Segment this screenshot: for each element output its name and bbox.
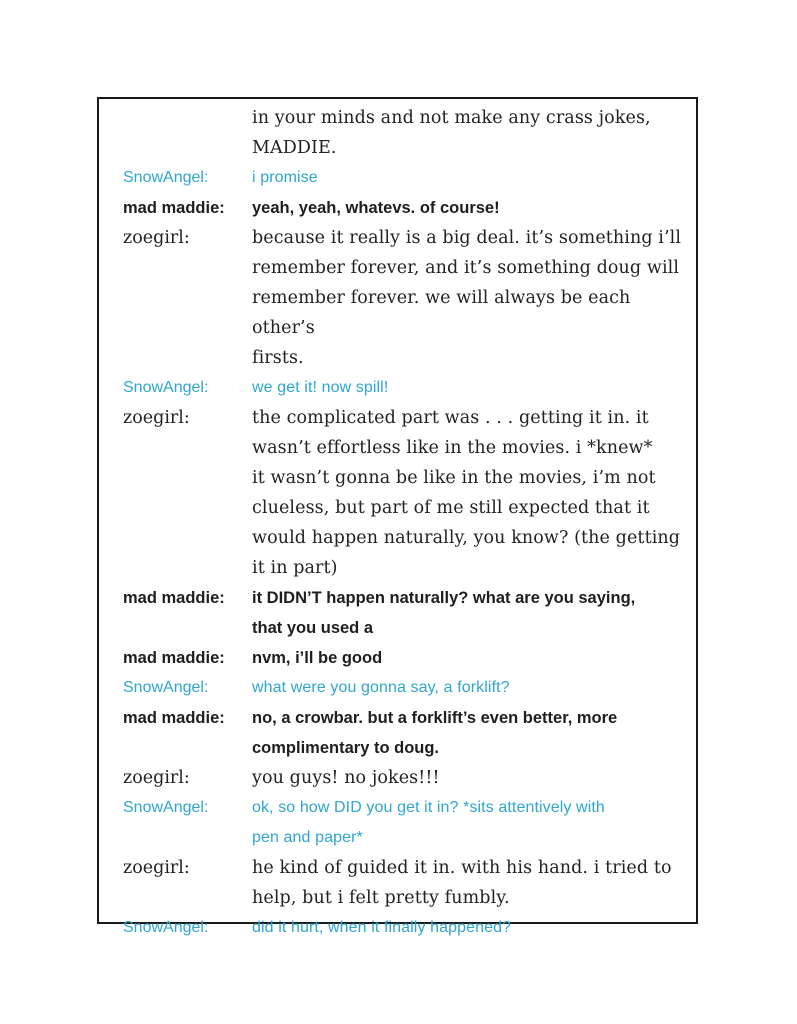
message-text: ok, so how DID you get it in? *sits attentively with pen and paper* [252, 799, 605, 846]
speaker-name: SnowAngel: [123, 169, 209, 186]
chat-message [123, 643, 693, 673]
message-text: in your minds and not make any crass jokes, MADDIE. [252, 108, 651, 158]
chat-message [123, 763, 693, 793]
chat-message [123, 403, 693, 583]
chat-message [123, 103, 693, 163]
speaker-name: SnowAngel: [123, 679, 209, 696]
chat-message [123, 853, 693, 913]
chat-message [123, 163, 693, 193]
message-text: did it hurt, when it finally happened? [252, 919, 512, 936]
chat-message [123, 193, 693, 223]
speaker-name: zoegirl: [123, 858, 190, 878]
message-text: it DIDN’T happen naturally? what are you saying, that you used a [252, 589, 636, 637]
page-frame [97, 97, 698, 936]
chat-log [123, 103, 693, 943]
speaker-name: mad maddie: [123, 199, 225, 217]
chat-message [123, 703, 693, 763]
message-text: you guys! no jokes!!! [252, 768, 440, 788]
chat-message [123, 793, 693, 853]
speaker-name: SnowAngel: [123, 379, 209, 396]
chat-message [123, 913, 693, 943]
speaker-name: SnowAngel: [123, 919, 209, 936]
chat-message [123, 673, 693, 703]
message-text: he kind of guided it in. with his hand. i tried to help, but i felt pretty fumbly. [252, 858, 672, 908]
message-text: we get it! now spill! [252, 379, 389, 396]
message-text: nvm, i’ll be good [252, 649, 383, 667]
message-text: yeah, yeah, whatevs. of course! [252, 199, 500, 217]
speaker-name: zoegirl: [123, 408, 190, 428]
speaker-name: zoegirl: [123, 228, 190, 248]
chat-message [123, 223, 693, 373]
chat-message [123, 373, 693, 403]
chat-message [123, 583, 693, 643]
speaker-name: mad maddie: [123, 649, 225, 667]
message-text: what were you gonna say, a forklift? [252, 679, 510, 696]
message-text: no, a crowbar. but a forklift’s even better, more complimentary to doug. [252, 709, 618, 757]
speaker-name: mad maddie: [123, 589, 225, 607]
message-text: because it really is a big deal. it’s something i’ll remember forever, and it’s something doug will remember forever. we will always be each other’s firsts. [252, 228, 682, 368]
message-text: i promise [252, 169, 318, 186]
speaker-name: SnowAngel: [123, 799, 209, 816]
speaker-name: mad maddie: [123, 709, 225, 727]
message-text: the complicated part was . . . getting it in. it wasn’t effortless like in the movies. i *knew* it wasn’t gonna be like in the movies, i’m not clueless, but part of me still expected that it would happen naturally, you know? (the getting it in part) [252, 408, 681, 578]
speaker-name: zoegirl: [123, 768, 190, 788]
